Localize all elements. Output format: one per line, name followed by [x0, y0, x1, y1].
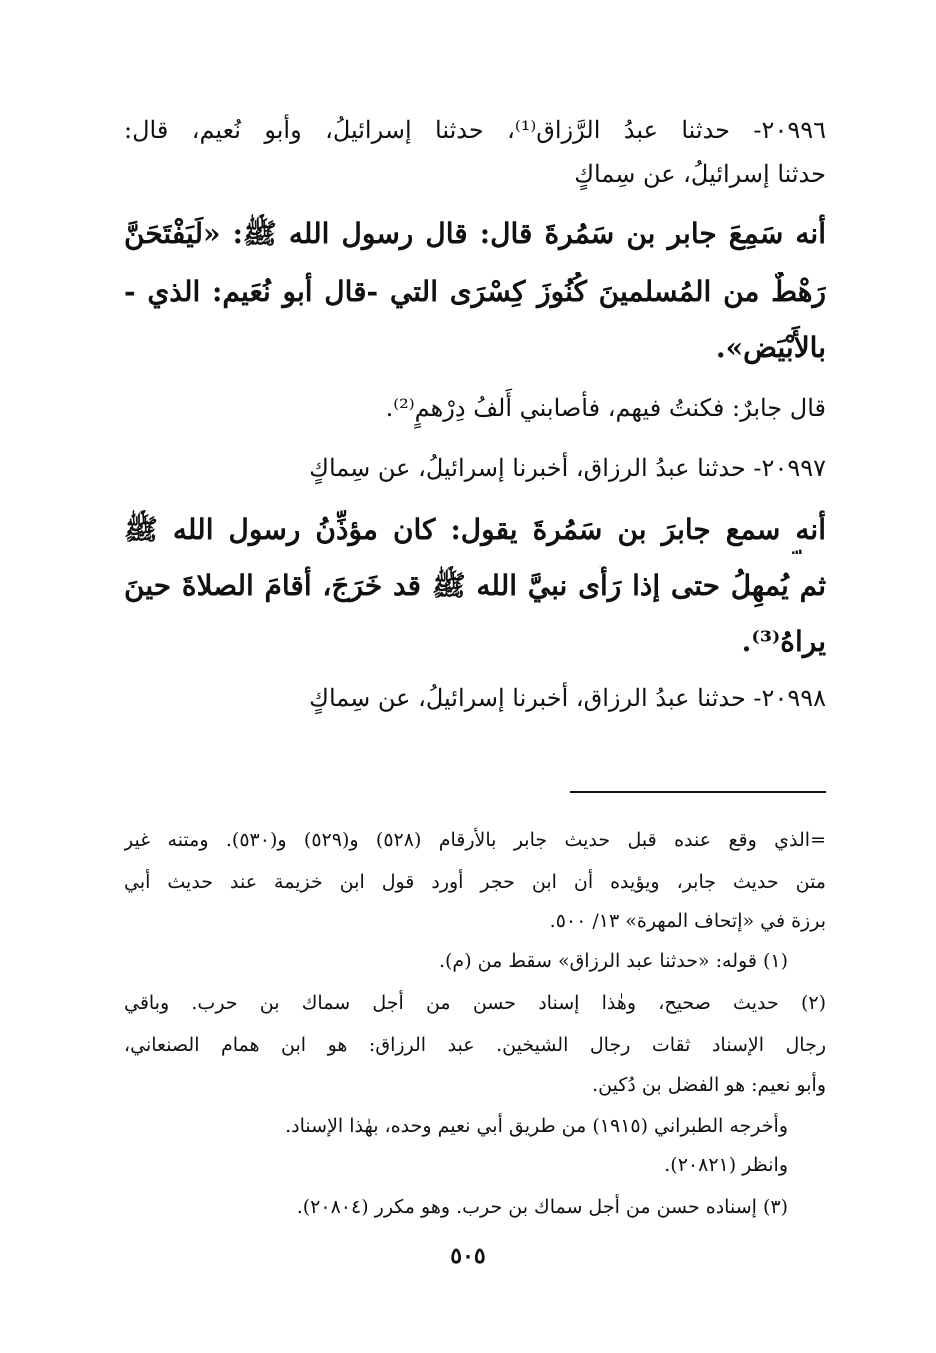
hadith-20996-matn-line-3: بالأَبْيَض».: [715, 331, 826, 364]
footnote-continuation-line-3: برزة في «إتحاف المهرة» ١٣/ ٥٠٠.: [549, 910, 826, 932]
footnote-continuation-line-1: =الذي وقع عنده قبل حديث جابر بالأرقام (٥٢٨) و(٥٢٩) و(٥٣٠). ومتنه غير: [124, 829, 826, 851]
hadith-20996-matn-line-2: رَهْطٌ من المُسلمينَ كُنُوزَ كِسْرَى التي -قال أبو نُعَيم: الذي -: [124, 275, 826, 308]
footnote-separator: [570, 791, 826, 793]
jabir-statement: قال جابرٌ: فكنتُ فيهم، فأصابني أَلفُ دِرْهمٍ⁽²⁾.: [385, 394, 826, 422]
hadith-20997-matn-line-1: أنه سمع جابرَ بن سَمُرةَ يقول: كان مؤذِّنُ رسول الله ﷺ: [124, 513, 826, 546]
page-number: ٥٠٥: [450, 1243, 486, 1269]
footnote-2-line-4: وأخرجه الطبراني (١٩١٥) من طريق أبي نعيم وحده، بهٰذا الإسناد.: [285, 1115, 788, 1137]
footnote-2-line-3: وأبو نعيم: هو الفضل بن دُكين.: [592, 1074, 826, 1096]
hadith-20998-isnad: ٢٠٩٩٨- حدثنا عبدُ الرزاق، أخبرنا إسرائيلُ، عن سِماكٍ: [309, 684, 826, 712]
hadith-20997-isnad: ٢٠٩٩٧- حدثنا عبدُ الرزاق، أخبرنا إسرائيلُ، عن سِماكٍ: [309, 454, 826, 482]
hadith-20996-isnad-line-1: ٢٠٩٩٦- حدثنا عبدُ الرَّزاق⁽¹⁾، حدثنا إسرائيلُ، وأبو نُعيم، قال:: [124, 116, 826, 144]
hadith-20997-matn-line-3: يراهُ⁽³⁾.: [741, 625, 826, 658]
footnote-1: (١) قوله: «حدثنا عبد الرزاق» سقط من (م).: [438, 950, 788, 972]
footnote-2-line-5: وانظر (٢٠٨٢١).: [664, 1154, 788, 1176]
hadith-20996-isnad-line-2: حدثنا إسرائيلُ، عن سِماكٍ: [574, 160, 826, 188]
hadith-20996-matn-line-1: أنه سَمِعَ جابر بن سَمُرةَ قال: قال رسول الله ﷺ: «لَيَفْتَحَنَّ: [124, 217, 826, 250]
footnote-3: (٣) إسناده حسن من أجل سماك بن حرب. وهو مكرر (٢٠٨٠٤).: [296, 1196, 788, 1218]
footnote-2-line-2: رجال الإسناد ثقات رجال الشيخين. عبد الرزاق: هو ابن همام الصنعاني،: [124, 1034, 826, 1056]
footnote-2-line-1: (٢) حديث صحيح، وهٰذا إسناد حسن من أجل سماك بن حرب. وباقي: [124, 992, 826, 1014]
footnote-continuation-line-2: متن حديث جابر، ويؤيده أن ابن حجر أورد قول ابن خزيمة عند حديث أبي: [124, 871, 826, 893]
hadith-20997-matn-line-2: ثم يُمهِلُ حتى إذا رَأَى نبيَّ الله ﷺ قد خَرَجَ، أقامَ الصلاةَ حينَ: [124, 569, 826, 602]
